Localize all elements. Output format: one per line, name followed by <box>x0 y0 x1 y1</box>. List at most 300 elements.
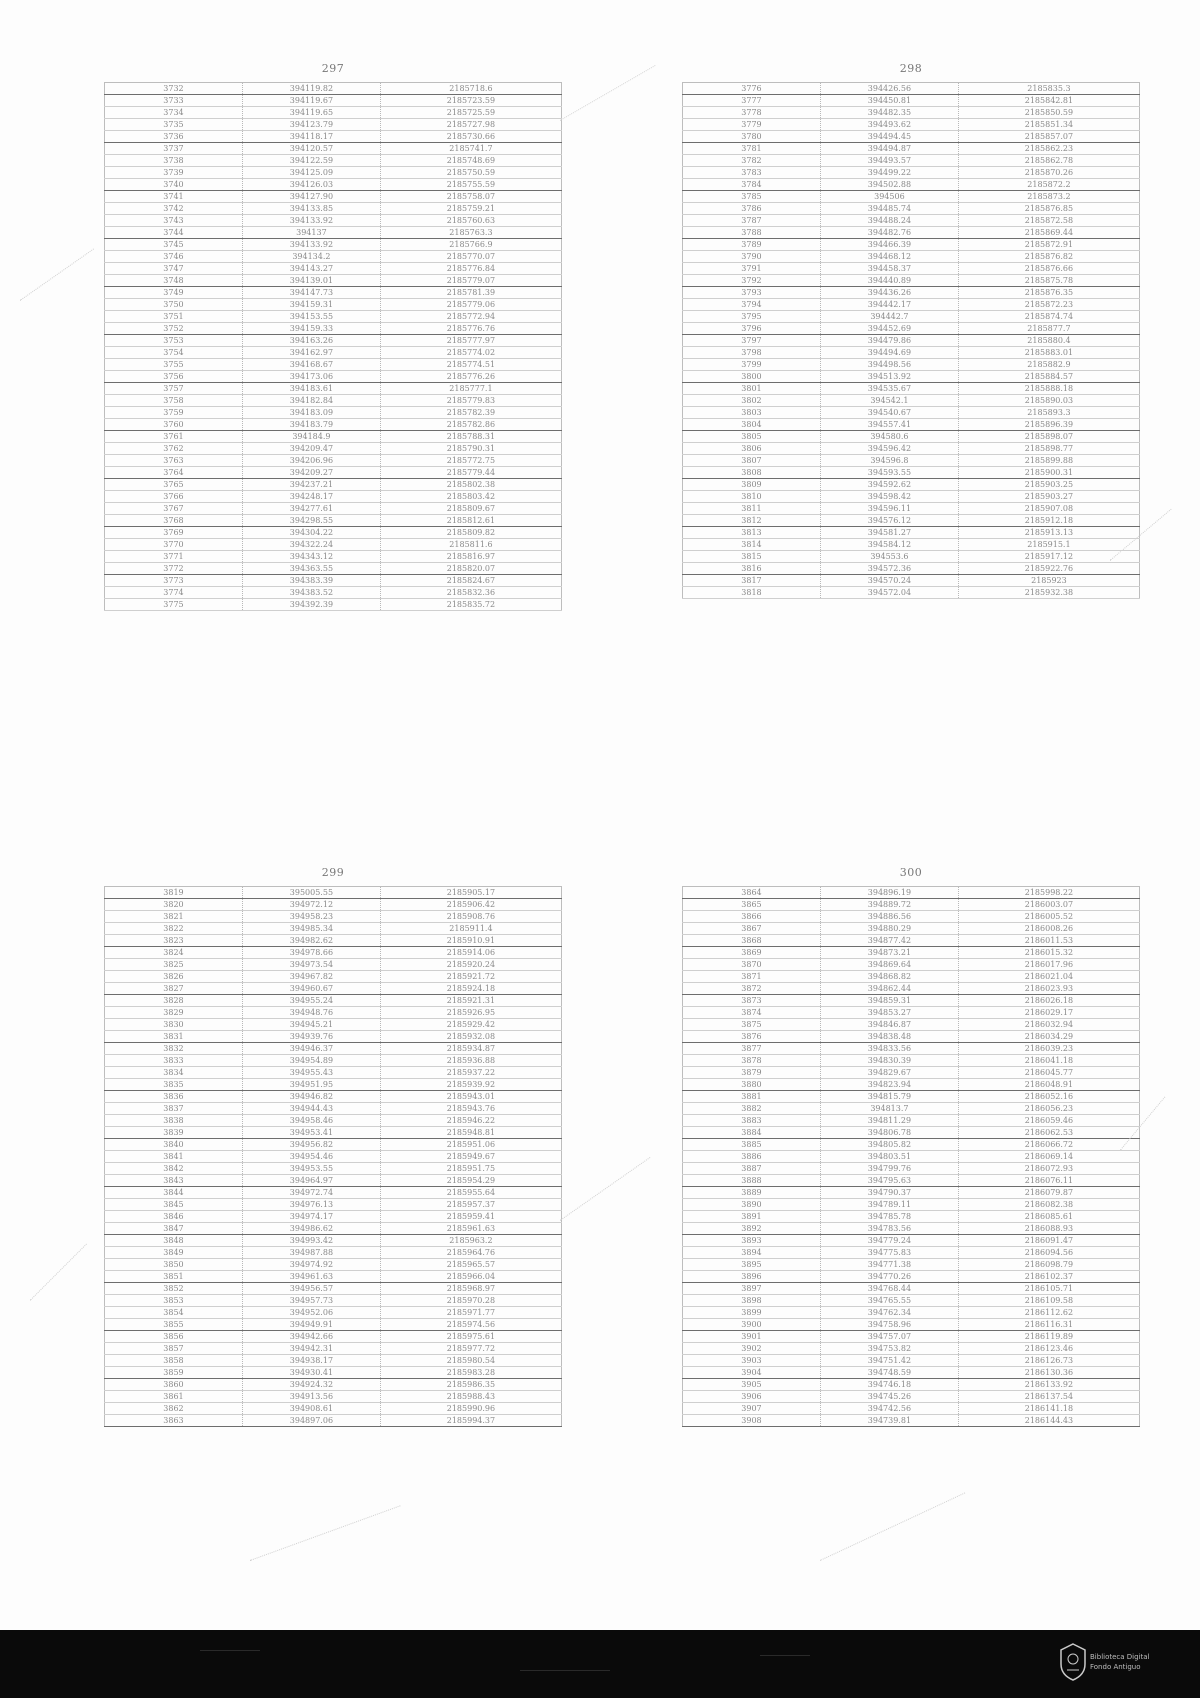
table-row <box>105 479 562 491</box>
point-number-cell: 3805 <box>683 431 821 443</box>
table-row <box>105 1163 562 1175</box>
x-coordinate-cell: 394540.67 <box>820 407 958 419</box>
point-number-cell: 3859 <box>105 1367 243 1379</box>
x-coordinate-cell: 394442.7 <box>820 311 958 323</box>
y-coordinate-cell: 2186137.54 <box>958 1391 1139 1403</box>
table-row <box>105 167 562 179</box>
y-coordinate-cell: 2185874.74 <box>958 311 1139 323</box>
table-row <box>105 959 562 971</box>
x-coordinate-cell: 394182.84 <box>242 395 380 407</box>
y-coordinate-cell: 2185870.26 <box>958 167 1139 179</box>
y-coordinate-cell: 2186109.58 <box>958 1295 1139 1307</box>
table-row <box>105 1055 562 1067</box>
page-number: 299 <box>321 866 345 879</box>
table-row <box>683 1283 1140 1295</box>
point-number-cell: 3875 <box>683 1019 821 1031</box>
point-number-cell: 3749 <box>105 287 243 299</box>
table-row <box>683 1223 1140 1235</box>
y-coordinate-cell: 2185832.36 <box>380 587 561 599</box>
table-row <box>105 131 562 143</box>
x-coordinate-cell: 394159.33 <box>242 323 380 335</box>
table-row <box>105 371 562 383</box>
coordinate-table <box>682 886 1140 1427</box>
x-coordinate-cell: 394458.37 <box>820 263 958 275</box>
point-number-cell: 3908 <box>683 1415 821 1427</box>
point-number-cell: 3891 <box>683 1211 821 1223</box>
shield-crest-icon <box>1058 1642 1088 1682</box>
y-coordinate-cell: 2186091.47 <box>958 1235 1139 1247</box>
x-coordinate-cell: 394954.89 <box>242 1055 380 1067</box>
x-coordinate-cell: 394805.82 <box>820 1139 958 1151</box>
table-row <box>105 1019 562 1031</box>
point-number-cell: 3804 <box>683 419 821 431</box>
x-coordinate-cell: 394960.67 <box>242 983 380 995</box>
table-row <box>683 1247 1140 1259</box>
x-coordinate-cell: 394753.82 <box>820 1343 958 1355</box>
x-coordinate-cell: 394506 <box>820 191 958 203</box>
point-number-cell: 3764 <box>105 467 243 479</box>
y-coordinate-cell: 2185835.72 <box>380 599 561 611</box>
table-row <box>683 491 1140 503</box>
table-row <box>105 1259 562 1271</box>
point-number-cell: 3783 <box>683 167 821 179</box>
x-coordinate-cell: 394488.24 <box>820 215 958 227</box>
y-coordinate-cell: 2186015.32 <box>958 947 1139 959</box>
x-coordinate-cell: 394134.2 <box>242 251 380 263</box>
y-coordinate-cell: 2185755.59 <box>380 179 561 191</box>
table-row <box>683 263 1140 275</box>
table-row <box>105 1079 562 1091</box>
x-coordinate-cell: 394452.69 <box>820 323 958 335</box>
table-row <box>683 1007 1140 1019</box>
x-coordinate-cell: 394771.38 <box>820 1259 958 1271</box>
x-coordinate-cell: 394745.26 <box>820 1391 958 1403</box>
table-row <box>105 311 562 323</box>
y-coordinate-cell: 2185951.75 <box>380 1163 561 1175</box>
table-row <box>105 539 562 551</box>
y-coordinate-cell: 2185788.31 <box>380 431 561 443</box>
point-number-cell: 3757 <box>105 383 243 395</box>
y-coordinate-cell: 2185971.77 <box>380 1307 561 1319</box>
x-coordinate-cell: 394442.17 <box>820 299 958 311</box>
x-coordinate-cell: 394206.96 <box>242 455 380 467</box>
point-number-cell: 3861 <box>105 1391 243 1403</box>
x-coordinate-cell: 394468.12 <box>820 251 958 263</box>
table-row <box>105 995 562 1007</box>
y-coordinate-cell: 2185890.03 <box>958 395 1139 407</box>
point-number-cell: 3831 <box>105 1031 243 1043</box>
point-number-cell: 3814 <box>683 539 821 551</box>
point-number-cell: 3775 <box>105 599 243 611</box>
footer-bar <box>0 1630 1200 1698</box>
table-row <box>105 155 562 167</box>
point-number-cell: 3760 <box>105 419 243 431</box>
table-row <box>105 1247 562 1259</box>
footer-caption-line2: Fondo Antiguo <box>1090 1663 1141 1671</box>
table-row <box>105 95 562 107</box>
page-number: 298 <box>899 62 923 75</box>
point-number-cell: 3832 <box>105 1043 243 1055</box>
point-number-cell: 3732 <box>105 83 243 95</box>
x-coordinate-cell: 394886.56 <box>820 911 958 923</box>
table-row <box>683 215 1140 227</box>
table-row <box>683 1403 1140 1415</box>
y-coordinate-cell: 2185876.85 <box>958 203 1139 215</box>
x-coordinate-cell: 394806.78 <box>820 1127 958 1139</box>
x-coordinate-cell: 394789.11 <box>820 1199 958 1211</box>
y-coordinate-cell: 2185803.42 <box>380 491 561 503</box>
x-coordinate-cell: 394119.82 <box>242 83 380 95</box>
table-row <box>683 1331 1140 1343</box>
point-number-cell: 3816 <box>683 563 821 575</box>
table-row <box>683 1367 1140 1379</box>
table-row <box>105 347 562 359</box>
scan-noise <box>30 1244 87 1301</box>
x-coordinate-cell: 394125.09 <box>242 167 380 179</box>
point-number-cell: 3880 <box>683 1079 821 1091</box>
table-row <box>105 587 562 599</box>
x-coordinate-cell: 394237.21 <box>242 479 380 491</box>
x-coordinate-cell: 394803.51 <box>820 1151 958 1163</box>
x-coordinate-cell: 394859.31 <box>820 995 958 1007</box>
table-row <box>683 887 1140 899</box>
point-number-cell: 3888 <box>683 1175 821 1187</box>
x-coordinate-cell: 394542.1 <box>820 395 958 407</box>
point-number-cell: 3810 <box>683 491 821 503</box>
x-coordinate-cell: 394785.78 <box>820 1211 958 1223</box>
point-number-cell: 3746 <box>105 251 243 263</box>
x-coordinate-cell: 394938.17 <box>242 1355 380 1367</box>
table-row <box>683 479 1140 491</box>
point-number-cell: 3752 <box>105 323 243 335</box>
y-coordinate-cell: 2185777.97 <box>380 335 561 347</box>
table-row <box>683 371 1140 383</box>
y-coordinate-cell: 2185882.9 <box>958 359 1139 371</box>
table-row <box>683 407 1140 419</box>
x-coordinate-cell: 394982.62 <box>242 935 380 947</box>
y-coordinate-cell: 2185811.6 <box>380 539 561 551</box>
y-coordinate-cell: 2185932.38 <box>958 587 1139 599</box>
point-number-cell: 3894 <box>683 1247 821 1259</box>
y-coordinate-cell: 2185770.07 <box>380 251 561 263</box>
point-number-cell: 3886 <box>683 1151 821 1163</box>
y-coordinate-cell: 2185907.08 <box>958 503 1139 515</box>
point-number-cell: 3777 <box>683 95 821 107</box>
point-number-cell: 3902 <box>683 1343 821 1355</box>
point-number-cell: 3898 <box>683 1295 821 1307</box>
table-row <box>105 383 562 395</box>
table-row <box>105 1319 562 1331</box>
point-number-cell: 3806 <box>683 443 821 455</box>
y-coordinate-cell: 2186126.73 <box>958 1355 1139 1367</box>
x-coordinate-cell: 394576.12 <box>820 515 958 527</box>
y-coordinate-cell: 2186130.36 <box>958 1367 1139 1379</box>
x-coordinate-cell: 394183.79 <box>242 419 380 431</box>
table-row <box>683 95 1140 107</box>
coordinate-table-page-299 <box>104 864 562 1427</box>
y-coordinate-cell: 2185809.82 <box>380 527 561 539</box>
point-number-cell: 3745 <box>105 239 243 251</box>
table-row <box>105 1367 562 1379</box>
x-coordinate-cell: 394986.62 <box>242 1223 380 1235</box>
x-coordinate-cell: 394498.56 <box>820 359 958 371</box>
table-row <box>105 287 562 299</box>
point-number-cell: 3868 <box>683 935 821 947</box>
table-row <box>683 1031 1140 1043</box>
y-coordinate-cell: 2185869.44 <box>958 227 1139 239</box>
point-number-cell: 3860 <box>105 1379 243 1391</box>
table-row <box>683 323 1140 335</box>
y-coordinate-cell: 2186034.29 <box>958 1031 1139 1043</box>
table-row <box>105 275 562 287</box>
point-number-cell: 3740 <box>105 179 243 191</box>
point-number-cell: 3741 <box>105 191 243 203</box>
y-coordinate-cell: 2185974.56 <box>380 1319 561 1331</box>
x-coordinate-cell: 394450.81 <box>820 95 958 107</box>
table-row <box>105 419 562 431</box>
x-coordinate-cell: 394838.48 <box>820 1031 958 1043</box>
point-number-cell: 3742 <box>105 203 243 215</box>
x-coordinate-cell: 394964.97 <box>242 1175 380 1187</box>
x-coordinate-cell: 394494.69 <box>820 347 958 359</box>
point-number-cell: 3838 <box>105 1115 243 1127</box>
point-number-cell: 3792 <box>683 275 821 287</box>
table-row <box>683 275 1140 287</box>
point-number-cell: 3809 <box>683 479 821 491</box>
table-row <box>105 503 562 515</box>
coordinate-table-page-297 <box>104 60 562 611</box>
table-row <box>683 563 1140 575</box>
y-coordinate-cell: 2185939.92 <box>380 1079 561 1091</box>
point-number-cell: 3847 <box>105 1223 243 1235</box>
table-row <box>105 1295 562 1307</box>
coordinate-table <box>104 886 562 1427</box>
y-coordinate-cell: 2185750.59 <box>380 167 561 179</box>
point-number-cell: 3766 <box>105 491 243 503</box>
point-number-cell: 3808 <box>683 467 821 479</box>
point-number-cell: 3803 <box>683 407 821 419</box>
x-coordinate-cell: 394972.12 <box>242 899 380 911</box>
x-coordinate-cell: 394908.61 <box>242 1403 380 1415</box>
x-coordinate-cell: 394363.55 <box>242 563 380 575</box>
point-number-cell: 3852 <box>105 1283 243 1295</box>
table-row <box>683 1211 1140 1223</box>
point-number-cell: 3824 <box>105 947 243 959</box>
y-coordinate-cell: 2185908.76 <box>380 911 561 923</box>
point-number-cell: 3897 <box>683 1283 821 1295</box>
y-coordinate-cell: 2185790.31 <box>380 443 561 455</box>
y-coordinate-cell: 2186041.18 <box>958 1055 1139 1067</box>
point-number-cell: 3779 <box>683 119 821 131</box>
table-row <box>105 527 562 539</box>
point-number-cell: 3822 <box>105 923 243 935</box>
table-row <box>105 923 562 935</box>
y-coordinate-cell: 2186026.18 <box>958 995 1139 1007</box>
x-coordinate-cell: 394930.41 <box>242 1367 380 1379</box>
table-row <box>683 287 1140 299</box>
y-coordinate-cell: 2185900.31 <box>958 467 1139 479</box>
x-coordinate-cell: 394748.59 <box>820 1367 958 1379</box>
x-coordinate-cell: 394958.23 <box>242 911 380 923</box>
y-coordinate-cell: 2185964.76 <box>380 1247 561 1259</box>
table-row <box>105 143 562 155</box>
point-number-cell: 3907 <box>683 1403 821 1415</box>
y-coordinate-cell: 2185963.2 <box>380 1235 561 1247</box>
x-coordinate-cell: 394958.46 <box>242 1115 380 1127</box>
table-row <box>683 1379 1140 1391</box>
point-number-cell: 3739 <box>105 167 243 179</box>
y-coordinate-cell: 2185776.84 <box>380 263 561 275</box>
y-coordinate-cell: 2185926.95 <box>380 1007 561 1019</box>
y-coordinate-cell: 2185922.76 <box>958 563 1139 575</box>
table-row <box>105 1403 562 1415</box>
point-number-cell: 3841 <box>105 1151 243 1163</box>
point-number-cell: 3881 <box>683 1091 821 1103</box>
table-row <box>683 1019 1140 1031</box>
point-number-cell: 3755 <box>105 359 243 371</box>
table-row <box>105 431 562 443</box>
table-row <box>683 1079 1140 1091</box>
x-coordinate-cell: 394955.43 <box>242 1067 380 1079</box>
table-row <box>683 1067 1140 1079</box>
table-row <box>105 1283 562 1295</box>
x-coordinate-cell: 394343.12 <box>242 551 380 563</box>
point-number-cell: 3850 <box>105 1259 243 1271</box>
x-coordinate-cell: 394869.64 <box>820 959 958 971</box>
x-coordinate-cell: 394829.67 <box>820 1067 958 1079</box>
y-coordinate-cell: 2185776.76 <box>380 323 561 335</box>
y-coordinate-cell: 2185842.81 <box>958 95 1139 107</box>
point-number-cell: 3904 <box>683 1367 821 1379</box>
x-coordinate-cell: 394993.42 <box>242 1235 380 1247</box>
table-row <box>105 239 562 251</box>
y-coordinate-cell: 2185912.18 <box>958 515 1139 527</box>
x-coordinate-cell: 394877.42 <box>820 935 958 947</box>
x-coordinate-cell: 394570.24 <box>820 575 958 587</box>
y-coordinate-cell: 2185782.39 <box>380 407 561 419</box>
table-row <box>105 1391 562 1403</box>
point-number-cell: 3776 <box>683 83 821 95</box>
x-coordinate-cell: 395005.55 <box>242 887 380 899</box>
y-coordinate-cell: 2185760.63 <box>380 215 561 227</box>
x-coordinate-cell: 394502.88 <box>820 179 958 191</box>
table-row <box>105 515 562 527</box>
point-number-cell: 3878 <box>683 1055 821 1067</box>
point-number-cell: 3872 <box>683 983 821 995</box>
point-number-cell: 3837 <box>105 1103 243 1115</box>
table-row <box>105 1031 562 1043</box>
table-row <box>105 1379 562 1391</box>
table-row <box>683 1307 1140 1319</box>
point-number-cell: 3794 <box>683 299 821 311</box>
x-coordinate-cell: 394889.72 <box>820 899 958 911</box>
point-number-cell: 3840 <box>105 1139 243 1151</box>
x-coordinate-cell: 394945.21 <box>242 1019 380 1031</box>
x-coordinate-cell: 394209.27 <box>242 467 380 479</box>
y-coordinate-cell: 2185966.04 <box>380 1271 561 1283</box>
point-number-cell: 3765 <box>105 479 243 491</box>
point-number-cell: 3821 <box>105 911 243 923</box>
point-number-cell: 3867 <box>683 923 821 935</box>
table-row <box>105 1199 562 1211</box>
point-number-cell: 3893 <box>683 1235 821 1247</box>
y-coordinate-cell: 2185772.94 <box>380 311 561 323</box>
x-coordinate-cell: 394946.37 <box>242 1043 380 1055</box>
table-row <box>105 83 562 95</box>
point-number-cell: 3767 <box>105 503 243 515</box>
table-row <box>683 947 1140 959</box>
y-coordinate-cell: 2185951.06 <box>380 1139 561 1151</box>
y-coordinate-cell: 2185880.4 <box>958 335 1139 347</box>
point-number-cell: 3834 <box>105 1067 243 1079</box>
y-coordinate-cell: 2185924.18 <box>380 983 561 995</box>
point-number-cell: 3890 <box>683 1199 821 1211</box>
table-row <box>683 923 1140 935</box>
footer-caption-line1: Biblioteca Digital <box>1090 1653 1150 1661</box>
point-number-cell: 3887 <box>683 1163 821 1175</box>
y-coordinate-cell: 2185862.78 <box>958 155 1139 167</box>
point-number-cell: 3791 <box>683 263 821 275</box>
point-number-cell: 3753 <box>105 335 243 347</box>
table-row <box>105 1187 562 1199</box>
x-coordinate-cell: 394535.67 <box>820 383 958 395</box>
y-coordinate-cell: 2185961.63 <box>380 1223 561 1235</box>
x-coordinate-cell: 394596.8 <box>820 455 958 467</box>
point-number-cell: 3762 <box>105 443 243 455</box>
x-coordinate-cell: 394948.76 <box>242 1007 380 1019</box>
y-coordinate-cell: 2185954.29 <box>380 1175 561 1187</box>
point-number-cell: 3842 <box>105 1163 243 1175</box>
table-row <box>105 359 562 371</box>
y-coordinate-cell: 2185876.66 <box>958 263 1139 275</box>
table-row <box>105 563 562 575</box>
y-coordinate-cell: 2185862.23 <box>958 143 1139 155</box>
table-row <box>105 215 562 227</box>
y-coordinate-cell: 2185923 <box>958 575 1139 587</box>
table-row <box>683 1151 1140 1163</box>
point-number-cell: 3736 <box>105 131 243 143</box>
x-coordinate-cell: 394974.92 <box>242 1259 380 1271</box>
table-row <box>105 1139 562 1151</box>
scan-noise <box>560 65 656 121</box>
y-coordinate-cell: 2185763.3 <box>380 227 561 239</box>
y-coordinate-cell: 2185906.42 <box>380 899 561 911</box>
table-row <box>683 179 1140 191</box>
point-number-cell: 3750 <box>105 299 243 311</box>
table-row <box>105 1007 562 1019</box>
x-coordinate-cell: 394742.56 <box>820 1403 958 1415</box>
y-coordinate-cell: 2185943.76 <box>380 1103 561 1115</box>
x-coordinate-cell: 394304.22 <box>242 527 380 539</box>
y-coordinate-cell: 2185824.67 <box>380 575 561 587</box>
y-coordinate-cell: 2185983.28 <box>380 1367 561 1379</box>
x-coordinate-cell: 394949.91 <box>242 1319 380 1331</box>
y-coordinate-cell: 2185872.23 <box>958 299 1139 311</box>
table-row <box>683 131 1140 143</box>
table-row <box>683 239 1140 251</box>
point-number-cell: 3828 <box>105 995 243 1007</box>
point-number-cell: 3813 <box>683 527 821 539</box>
x-coordinate-cell: 394897.06 <box>242 1415 380 1427</box>
y-coordinate-cell: 2186011.53 <box>958 935 1139 947</box>
table-row <box>105 1223 562 1235</box>
point-number-cell: 3882 <box>683 1103 821 1115</box>
table-row <box>105 299 562 311</box>
x-coordinate-cell: 394813.7 <box>820 1103 958 1115</box>
x-coordinate-cell: 394143.27 <box>242 263 380 275</box>
point-number-cell: 3772 <box>105 563 243 575</box>
y-coordinate-cell: 2186094.56 <box>958 1247 1139 1259</box>
